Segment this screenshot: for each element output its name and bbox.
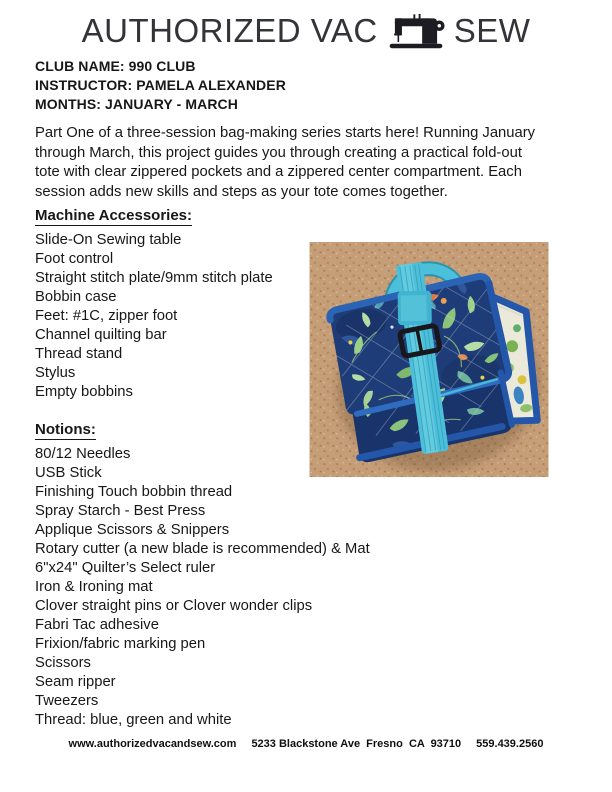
list-item: Empty bobbins bbox=[35, 384, 133, 400]
list-item: Seam ripper bbox=[35, 674, 116, 690]
list-item: Channel quilting bar bbox=[35, 327, 167, 343]
brand-title-left: AUTHORIZED VAC bbox=[81, 11, 378, 49]
intro-line: through March, this project guides you through creating a practical fold-out bbox=[35, 144, 522, 161]
footer-phone: 559.439.2560 bbox=[476, 738, 544, 750]
list-item: Iron & Ironing mat bbox=[35, 579, 153, 595]
list-item: Fabri Tac adhesive bbox=[35, 617, 159, 633]
list-item: Bobbin case bbox=[35, 289, 117, 305]
list-item: Applique Scissors & Snippers bbox=[35, 522, 230, 538]
list-item: Tweezers bbox=[35, 693, 99, 709]
brand-header bbox=[0, 11, 612, 50]
tote-bag-illustration bbox=[309, 242, 549, 477]
list-item: 6"x24" Quilter’s Select ruler bbox=[35, 560, 216, 576]
sewing-machine-icon bbox=[387, 13, 445, 50]
club-instructor-line: INSTRUCTOR: PAMELA ALEXANDER bbox=[35, 76, 286, 93]
list-item: Straight stitch plate/9mm stitch plate bbox=[35, 270, 273, 286]
footer-address: 5233 Blackstone Ave Fresno CA 93710 bbox=[251, 738, 462, 750]
list-item: Clover straight pins or Clover wonder clips bbox=[35, 598, 313, 614]
list-item: Thread: blue, green and white bbox=[35, 712, 232, 728]
list-item: Frixion/fabric marking pen bbox=[35, 636, 206, 652]
notions-list bbox=[35, 445, 370, 730]
club-info bbox=[35, 57, 286, 113]
footer-website: www.authorizedvacandsew.com bbox=[68, 738, 237, 750]
list-item: Foot control bbox=[35, 251, 114, 267]
intro-line: Part One of a three-session bag-making series starts here! Running January bbox=[35, 125, 536, 141]
list-item: Scissors bbox=[35, 655, 91, 671]
list-item: Stylus bbox=[35, 365, 76, 381]
list-item: Finishing Touch bobbin thread bbox=[35, 484, 233, 500]
list-item: Spray Starch - Best Press bbox=[35, 503, 206, 519]
club-months-line: MONTHS: JANUARY - MARCH bbox=[35, 95, 238, 112]
tote-bag-photo bbox=[309, 242, 549, 477]
list-item: 80/12 Needles bbox=[35, 446, 131, 462]
list-item: Feet: #1C, zipper foot bbox=[35, 308, 178, 324]
list-item: Slide-On Sewing table bbox=[35, 232, 182, 248]
club-name-line: CLUB NAME: 990 CLUB bbox=[35, 58, 196, 74]
list-item: USB Stick bbox=[35, 465, 102, 481]
brand-title-right: SEW bbox=[453, 11, 531, 49]
notions-title: Notions: bbox=[35, 421, 96, 438]
machine-accessories-section bbox=[35, 207, 273, 402]
intro-paragraph bbox=[35, 124, 535, 202]
footer bbox=[0, 738, 612, 750]
intro-line: session adds new skills and steps as your tote comes together. bbox=[35, 183, 448, 200]
list-item: Rotary cutter (a new blade is recommended) & Mat bbox=[35, 541, 370, 557]
intro-line: tote with clear zippered pockets and a zippered center compartment. Each bbox=[35, 164, 522, 181]
machine-accessories-list bbox=[35, 231, 273, 402]
machine-accessories-title: Machine Accessories: bbox=[35, 207, 193, 224]
list-item: Thread stand bbox=[35, 346, 123, 362]
